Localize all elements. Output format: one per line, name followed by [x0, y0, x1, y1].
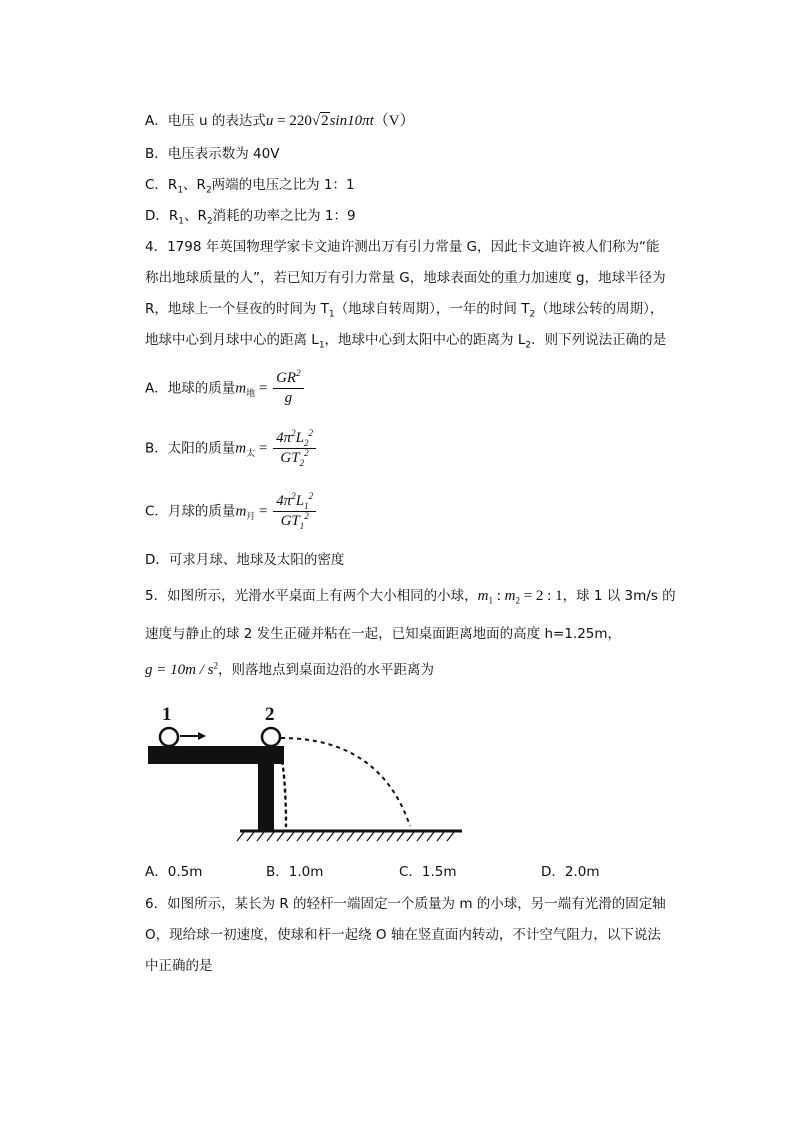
ball-1-label: 1	[162, 704, 172, 725]
q5-stem-line-3: $g = 10m / s^2$，则落地点到桌面边沿的水平距离为	[145, 660, 434, 678]
q4-option-a-fraction: $\frac{GR^2}{g}$	[273, 370, 304, 407]
q6-stem-line-1: 6．如图所示，某长为 R 的轻杆一端固定一个质量为 m 的小球，另一端有光滑的固定轴	[145, 896, 666, 912]
q3-option-a: A．电压 u 的表达式u = 220√2sin10πt（V）	[145, 113, 415, 129]
q3-formula-sin: sin10πt	[329, 113, 374, 129]
q3-formula-u: u	[265, 113, 274, 129]
q3-formula-unit: （V）	[373, 113, 415, 129]
ball-2	[262, 728, 280, 746]
ball-2-label: 2	[265, 704, 275, 725]
q5-stem-line-2: 速度与静止的球 2 发生正碰并粘在一起，已知桌面距离地面的高度 h=1.25m，	[145, 626, 622, 642]
q4-option-d: D．可求月球、地球及太阳的密度	[145, 552, 345, 568]
q4-option-c: C．月球的质量$m_月$ = $\frac{4\pi^2L_1^2}{GT_1^2}$	[145, 493, 316, 530]
q3-option-d: D．$R_1$、$R_2$消耗的功率之比为 1：9	[145, 208, 356, 227]
q5-diagram	[140, 698, 470, 843]
q4-option-c-fraction: $\frac{4\pi^2L_1^2}{GT_1^2}$	[273, 493, 316, 530]
trajectory-dashed	[281, 738, 410, 826]
q5-option-d: D．2.0m	[541, 864, 600, 880]
q5-option-b: B．1.0m	[266, 864, 324, 880]
ball-1	[160, 728, 178, 746]
q5-option-c: C．1.5m	[399, 864, 457, 880]
q4-stem-line-3: R，地球上一个昼夜的时间为 $T_1$（地球自转周期），一年的时间 $T_2$（地球公转的周期），	[145, 301, 664, 320]
q3-option-b: B．电压表示数为 40V	[145, 146, 280, 162]
q3-formula-eq: = 220	[273, 113, 312, 129]
q6-stem-line-2: O，现给球一初速度，使球和杆一起绕 O 轴在竖直面内转动，不计空气阻力，以下说法	[145, 927, 661, 943]
q4-option-a: A．地球的质量$m_地$ = $\frac{GR^2}{g}$	[145, 370, 304, 407]
q5-gravity-formula: g = 10m / s	[145, 662, 214, 678]
q4-stem-line-1: 4．1798 年英国物理学家卡文迪许测出万有引力常量 G，因此卡文迪许被人们称为“能	[145, 239, 660, 255]
q4-option-b: B．太阳的质量$m_太$ = $\frac{4\pi^2L_2^2}{GT_2^2}$	[145, 430, 316, 467]
q4-option-b-fraction: $\frac{4\pi^2L_2^2}{GT_2^2}$	[273, 430, 316, 467]
q5-option-a: A．0.5m	[145, 864, 203, 880]
table-leg	[258, 746, 274, 832]
velocity-arrow-head	[198, 732, 206, 740]
q4-stem-line-4: 地球中心到月球中心的距离 $L_1$，地球中心到太阳中心的距离为 $L_2$．则下列说法正确的是	[145, 332, 667, 351]
q4-stem-line-2: 称出地球质量的人”，若已知万有引力常量 G，地球表面处的重力加速度 g，地球半径为	[145, 270, 666, 286]
q3-option-a-label: A．电压 u 的表达式	[145, 113, 266, 129]
q3-formula-sqrt: 2	[321, 113, 329, 129]
q5-stem-line-1: 5．如图所示，光滑水平桌面上有两个大小相同的小球，$m_1$ : $m_2 = 2$ : 1，球 1 以 3m/s 的	[145, 588, 676, 606]
ground-hatching	[237, 832, 454, 841]
q3-option-c: C．$R_1$、$R_2$两端的电压之比为 1：1	[145, 177, 355, 196]
q6-stem-line-3: 中正确的是	[145, 958, 213, 974]
